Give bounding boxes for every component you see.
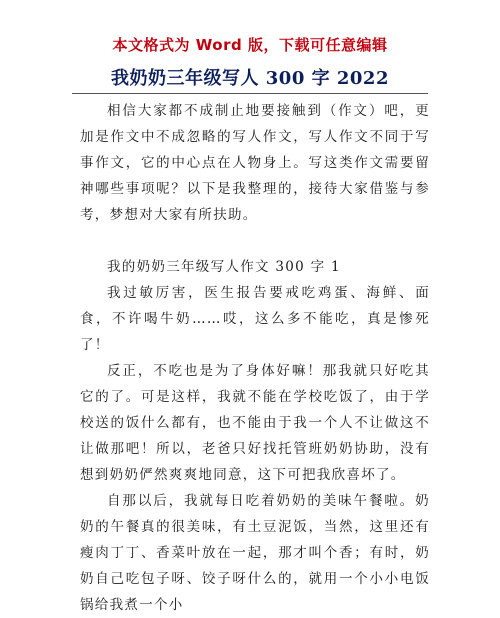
document-title: 我奶奶三年级写人 300 字 2022 bbox=[111, 68, 389, 89]
essay-paragraph-3: 自那以后，我就每日吃着奶奶的美味午餐啦。奶奶的午餐真的很美味，有土豆泥饭，当然，这里还有瘦肉丁丁、香菜叶放在一起，那才叫个香；有时，奶奶自己吃包子呀、饺子呀什么的，就用一个小小电饭锅给我煮一个小 bbox=[80, 493, 430, 613]
paragraph-spacer bbox=[80, 228, 430, 254]
essay-heading: 我的奶奶三年级写人作文 300 字 1 bbox=[107, 259, 341, 275]
intro-paragraph: 相信大家都不成制止地要接触到（作文）吧，更加是作文中不成忽略的写人作文，写人作文不同于写事作文，它的中心点在人物身上。写这类作文需要留神哪些事项呢？以下是我整理的，接待大家借鉴与参考，梦想对大家有所扶助。 bbox=[80, 103, 430, 223]
essay-paragraph-2: 反正，不吃也是为了身体好嘛！那我就只好吃其它的了。可是这样，我就不能在学校吃饭了，由于学校送的饭什么都有，也不能由于我一个人不让做这不让做那吧！所以，老爸只好找托管班奶奶协助，没有想到奶奶俨然爽爽地同意，这下可把我欣喜坏了。 bbox=[80, 363, 430, 483]
document-body bbox=[80, 98, 430, 618]
title-divider bbox=[72, 93, 428, 94]
essay-paragraph-1: 我过敏厉害，医生报告要戒吃鸡蛋、海鲜、面食，不许喝牛奶……哎，这么多不能吃，真是惨死了！ bbox=[80, 285, 430, 353]
format-banner: 本文格式为 Word 版，下载可任意编辑 bbox=[112, 36, 388, 54]
